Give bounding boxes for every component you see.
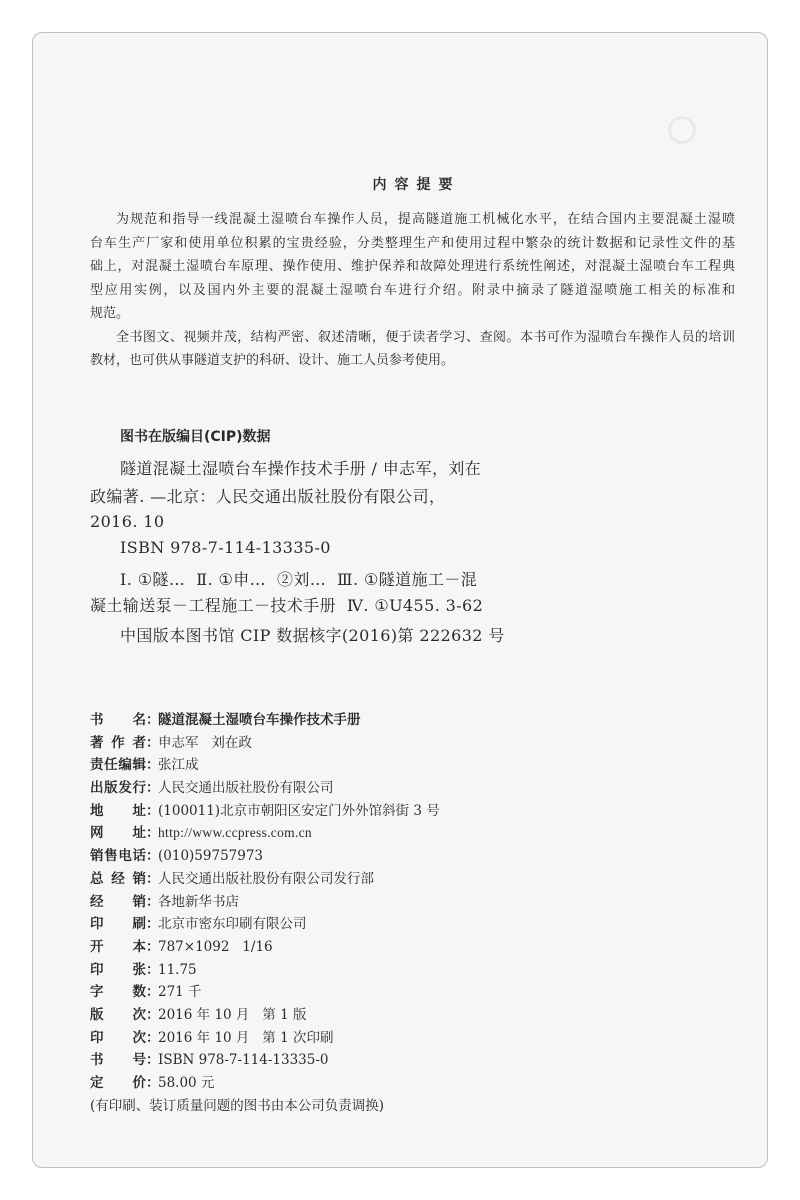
summary-p1-line-1: 为规范和指导一线混凝土湿喷台车操作人员，提高隧道施工机械化水平，在结合国内主要混凝土湿喷 [116, 212, 735, 227]
row-editor [90, 754, 730, 777]
cip-heading: 图书在版编目(CIP)数据 [120, 429, 271, 445]
row-retailer [90, 891, 730, 914]
colophon-colon: ： [146, 916, 160, 933]
colophon-colon: ： [146, 848, 160, 865]
colophon-colon: ： [146, 825, 160, 842]
colophon-value: 人民交通出版社股份有限公司发行部 [158, 870, 374, 887]
cip-line-title: 隧道混凝土湿喷台车操作技术手册 / 申志军，刘在 [120, 459, 482, 478]
colophon-colon: ： [146, 734, 160, 751]
colophon-value: 11.75 [158, 961, 197, 978]
colophon-label: 总经销 [90, 870, 146, 887]
colophon-value: (100011)北京市朝阳区安定门外外馆斜街 3 号 [158, 802, 440, 819]
colophon-value: 787×1092 1/16 [158, 938, 273, 955]
summary-p2-line-1: 全书图文、视频并茂，结构严密、叙述清晰，便于读者学习、查阅。本书可作为湿喷台车操作人员的培训 [116, 329, 735, 345]
cip-line-date: 2016. 10 [90, 512, 165, 531]
cip-line-subjects: Ⅰ. ①隧… Ⅱ. ①申… ②刘… Ⅲ. ①隧道施工－混 [120, 570, 478, 589]
row-printing [90, 1027, 730, 1050]
cip-line-isbn: ISBN 978-7-114-13335-0 [120, 538, 331, 557]
colophon-label: 书号 [90, 1052, 146, 1069]
row-authors [90, 732, 730, 755]
row-printer [90, 913, 730, 936]
row-website [90, 822, 730, 845]
colophon-value: 申志军 刘在政 [158, 734, 252, 751]
colophon-value: 2016 年 10 月 第 1 次印刷 [158, 1029, 334, 1046]
quality-note: (有印刷、装订质量问题的图书由本公司负责调换) [90, 1097, 385, 1114]
row-isbn [90, 1049, 730, 1072]
colophon-colon: ： [146, 757, 160, 774]
row-phone [90, 845, 730, 868]
cip-line-publisher: 政编著. —北京：人民交通出版社股份有限公司， [90, 487, 446, 506]
summary-p1-line-3: 础上，对混凝土湿喷台车原理、操作使用、维护保养和故障处理进行系统性阐述，对混凝土湿喷台车工程典 [90, 259, 735, 274]
colophon-colon: ： [146, 1006, 160, 1023]
colophon-label: 字数 [90, 984, 146, 1001]
colophon-colon: ： [146, 961, 160, 978]
row-address [90, 800, 730, 823]
colophon-value: 各地新华书店 [158, 893, 239, 910]
cip-line-record-number: 中国版本图书馆 CIP 数据核字(2016)第 222632 号 [120, 626, 505, 645]
row-sheets [90, 959, 730, 982]
row-title [90, 709, 730, 732]
colophon-colon: ： [146, 984, 160, 1001]
colophon-value: (010)59757973 [158, 848, 264, 865]
colophon-label: 责任编辑 [90, 757, 146, 774]
colophon-value: http://www.ccpress.com.cn [158, 825, 312, 841]
colophon-colon: ： [146, 1052, 160, 1069]
colophon-label: 网址 [90, 825, 146, 842]
colophon-label: 地址 [90, 802, 146, 819]
colophon-colon: ： [146, 870, 160, 887]
colophon-label: 版次 [90, 1006, 146, 1023]
row-distributor [90, 868, 730, 891]
row-word-count [90, 981, 730, 1004]
colophon-colon: ： [146, 893, 160, 910]
bleed-through-logo-icon [668, 116, 696, 144]
colophon-value: 北京市密东印刷有限公司 [158, 916, 307, 933]
colophon-label: 销售电话 [90, 848, 146, 865]
summary-p2-line-2: 教材，也可供从事隧道支护的科研、设计、施工人员参考使用。 [90, 353, 455, 368]
summary-title: 内容提要 [372, 177, 461, 193]
row-format [90, 936, 730, 959]
colophon-colon: ： [146, 802, 160, 819]
colophon-value: 隧道混凝土湿喷台车操作技术手册 [158, 712, 361, 728]
summary-p1-line-5: 规范。 [90, 306, 130, 321]
colophon-value: 2016 年 10 月 第 1 版 [158, 1006, 307, 1023]
colophon-table [90, 709, 730, 1117]
summary-p1-line-4: 型应用实例，以及国内外主要的混凝土湿喷台车进行介绍。附录中摘录了隧道湿喷施工相关的标准和 [90, 282, 735, 298]
colophon-colon: ： [146, 1029, 160, 1046]
colophon-value: 271 千 [158, 984, 202, 1001]
row-edition [90, 1004, 730, 1027]
colophon-label: 经销 [90, 893, 146, 910]
colophon-label: 书名 [90, 712, 146, 728]
colophon-label: 定价 [90, 1075, 146, 1091]
summary-p1-line-2: 台车生产厂家和使用单位积累的宝贵经验，分类整理生产和使用过程中繁杂的统计数据和记录性文件的基 [90, 235, 735, 251]
colophon-colon: ： [146, 938, 160, 955]
colophon-colon: ： [146, 1075, 160, 1091]
colophon-value: 人民交通出版社股份有限公司 [158, 780, 334, 797]
row-publisher [90, 777, 730, 800]
colophon-label: 开本 [90, 938, 146, 955]
summary-text [90, 208, 735, 373]
colophon-label: 印张 [90, 961, 146, 978]
colophon-colon: ： [146, 780, 160, 797]
colophon-label: 印刷 [90, 916, 146, 933]
colophon-label: 著作者 [90, 734, 146, 751]
colophon-colon: ： [146, 712, 160, 728]
row-price [90, 1072, 730, 1095]
colophon-label: 出版发行 [90, 780, 146, 797]
colophon-value: ISBN 978-7-114-13335-0 [158, 1052, 329, 1069]
colophon-label: 印次 [90, 1029, 146, 1046]
colophon-value: 张江成 [158, 757, 199, 774]
colophon-value: 58.00 元 [158, 1075, 215, 1091]
cip-line-classification: 凝土输送泵－工程施工－技术手册 Ⅳ. ①U455. 3-62 [90, 596, 484, 615]
